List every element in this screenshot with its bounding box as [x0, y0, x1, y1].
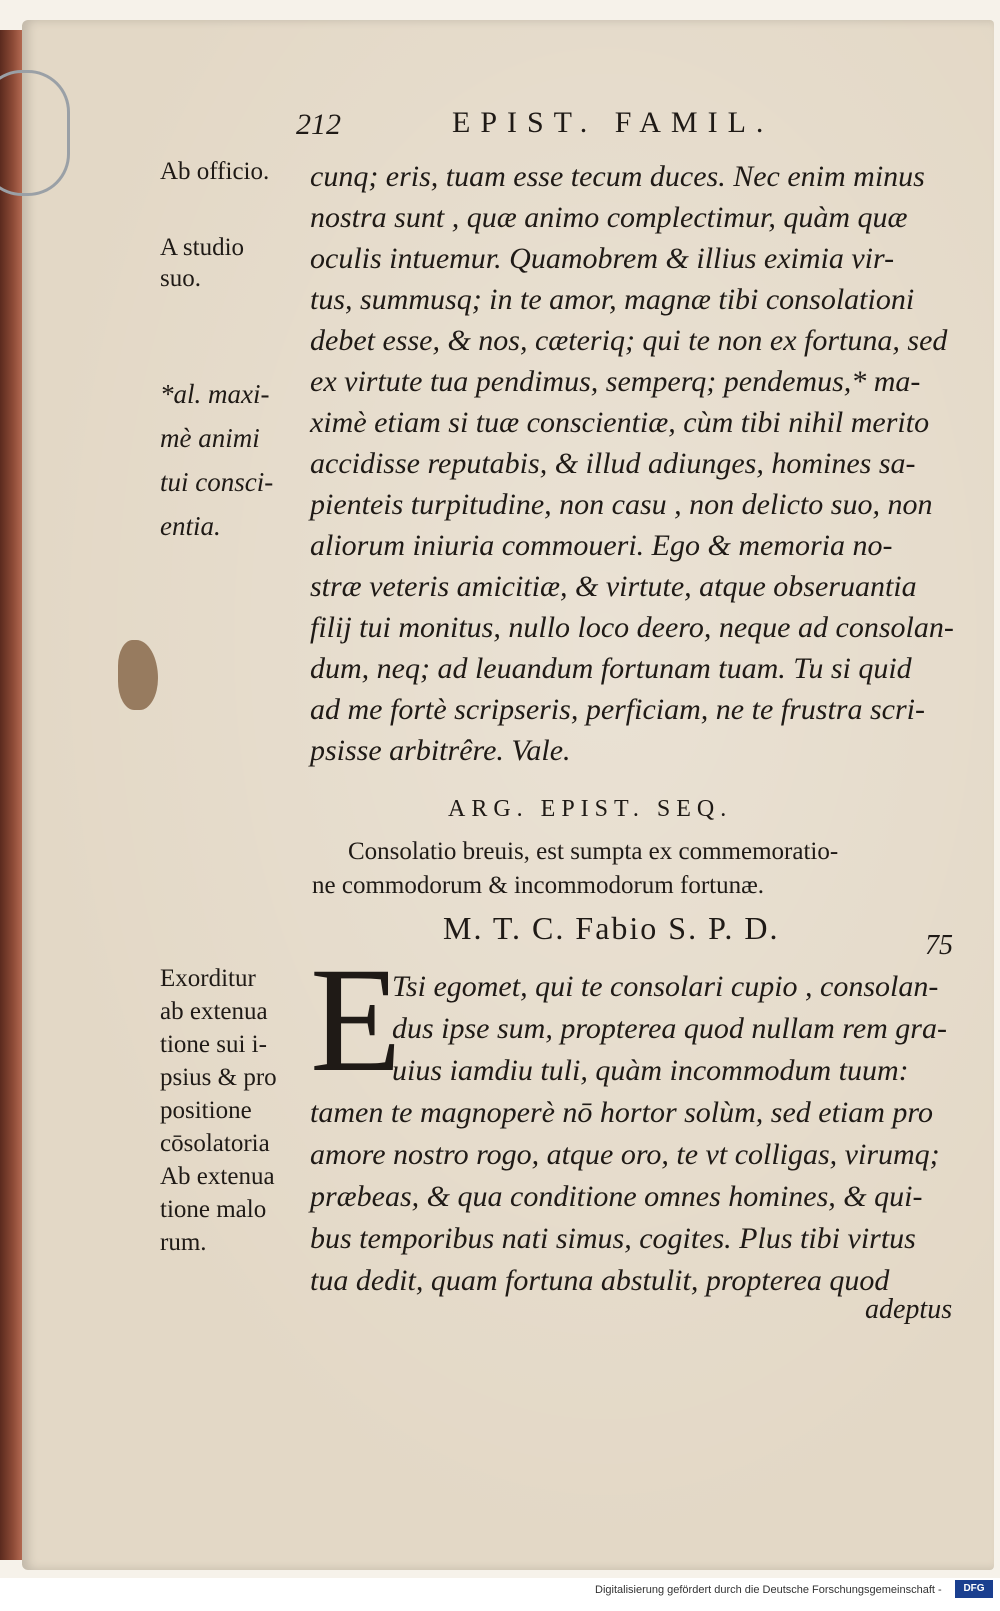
margin-line: Ab officio.: [160, 158, 270, 185]
footer-credit: Digitalisierung gefördert durch die Deutsche Forschungsgemeinschaft -: [595, 1584, 942, 1596]
letter-line: præbeas, & qua conditione omnes homines, & qui-: [310, 1180, 923, 1213]
letter-line: amore nostro rogo, atque oro, te vt colligas, virumq;: [310, 1138, 940, 1171]
body-line: debet esse, & nos, cæteriq; qui te non ex fortuna, sed: [310, 324, 948, 357]
margin-line: tione sui i-: [160, 1031, 267, 1058]
margin-line: suo.: [160, 265, 201, 292]
margin-line: tui consci-: [160, 467, 274, 497]
letter-line: bus temporibus nati simus, cogites. Plus tibi virtus: [310, 1222, 916, 1255]
dfg-logo-icon: DFG: [955, 1580, 993, 1598]
margin-line: ab extenua: [160, 998, 268, 1025]
catchword: adeptus: [865, 1294, 953, 1325]
margin-note: [160, 232, 244, 294]
body-line: stræ veteris amicitiæ, & virtute, atque obseruantia: [310, 570, 917, 603]
margin-line: mè animi: [160, 423, 260, 453]
margin-line: Ab extenua: [160, 1163, 275, 1190]
margin-line: positione: [160, 1097, 252, 1124]
margin-line: A studio: [160, 234, 245, 261]
margin-line: *al. maxi-: [160, 379, 270, 409]
argument-line: ne commodorum & incommodorum fortunæ.: [312, 872, 765, 899]
argument-line: Consolatio breuis, est sumpta ex commemoratio-: [348, 838, 839, 865]
letter-line: tamen te magnoperè nō hortor solùm, sed etiam pro: [310, 1096, 933, 1129]
letter-line: Tsi egomet, qui te consolari cupio , consolan-: [392, 970, 939, 1003]
body-line: aliorum iniuria commoueri. Ego & memoria no-: [310, 529, 893, 562]
body-line: filij tui monitus, nullo loco deero, neque ad consolan-: [310, 611, 954, 644]
book-clip-icon: [0, 70, 70, 196]
margin-line: entia.: [160, 511, 221, 541]
letter-line: uius iamdiu tuli, quàm incommodum tuum:: [392, 1054, 909, 1087]
folio-mark: 75: [925, 930, 953, 961]
body-line: nostra sunt , quæ animo complectimur, quàm quæ: [310, 201, 908, 234]
margin-line: Exorditur: [160, 965, 256, 992]
body-line: ad me fortè scripseris, perficiam, ne te frustra scri-: [310, 693, 925, 726]
margin-line: tione malo: [160, 1196, 267, 1223]
body-line: psisse arbitrêre. Vale.: [310, 734, 571, 767]
salutation: M. T. C. Fabio S. P. D.: [443, 910, 780, 946]
letter-line: dus ipse sum, propterea quod nullam rem gra-: [392, 1012, 947, 1045]
argument-heading: ARG. EPIST. SEQ.: [448, 796, 733, 822]
drop-cap: E: [310, 937, 402, 1103]
margin-line: cōsolatoria: [160, 1130, 270, 1157]
body-line: pienteis turpitudine, non casu , non delicto suo, non: [310, 488, 933, 521]
page-number: 212: [296, 108, 341, 141]
letter-line: tua dedit, quam fortuna abstulit, propterea quod: [310, 1264, 890, 1297]
margin-line: psius & pro: [160, 1064, 277, 1091]
body-line: oculis intuemur. Quamobrem & illius eximia vir-: [310, 242, 895, 275]
body-line: accidisse reputabis, & illud adiunges, homines sa-: [310, 447, 916, 480]
body-line: tus, summusq; in te amor, magnæ tibi consolationi: [310, 283, 915, 316]
running-title: EPIST. FAMIL.: [452, 106, 774, 139]
body-line: ximè etiam si tuæ conscientiæ, cùm tibi nihil merito: [310, 406, 930, 439]
body-line: cunq; eris, tuam esse tecum duces. Nec enim minus: [310, 160, 925, 193]
margin-note: [160, 962, 277, 1259]
body-line: ex virtute tua pendimus, semperq; pendemus,* ma-: [310, 365, 921, 398]
margin-note: [160, 372, 273, 548]
margin-line: rum.: [160, 1229, 207, 1256]
body-line: dum, neq; ad leuandum fortunam tuam. Tu si quid: [310, 652, 912, 685]
margin-note: [160, 156, 269, 187]
